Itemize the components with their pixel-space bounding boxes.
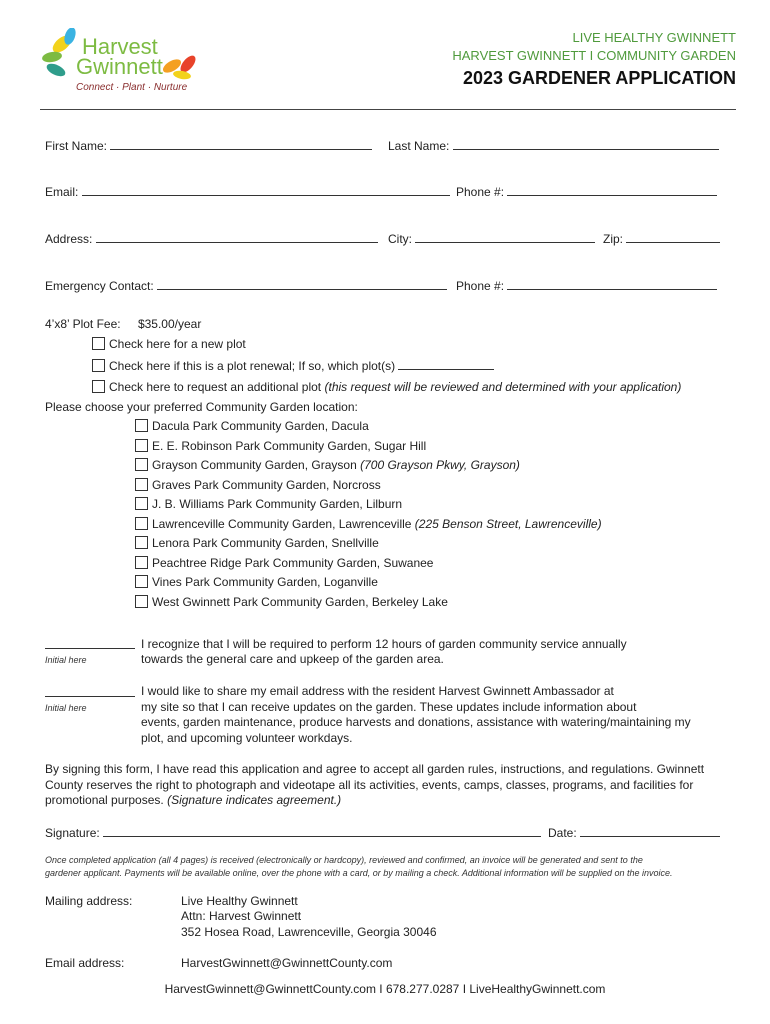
- garden-item[interactable]: [135, 595, 448, 609]
- page-title: 2023 GARDENER APPLICATION: [462, 68, 736, 88]
- emergency-phone-label: Phone #:: [456, 279, 505, 293]
- garden-note: (225 Benson Street, Lawrenceville): [414, 516, 602, 531]
- consent-line-3: [45, 793, 341, 807]
- agreement-1-line: towards the general care and upkeep of the garden area.: [141, 652, 444, 666]
- date-field[interactable]: [580, 824, 720, 837]
- emergency-phone-row: [456, 277, 717, 293]
- garden-label: Graves Park Community Garden, Norcross: [152, 477, 381, 492]
- plot-option-new[interactable]: [92, 337, 246, 351]
- zip-field[interactable]: [626, 230, 720, 243]
- mailing-label: Mailing address:: [45, 894, 133, 908]
- signature-field[interactable]: [103, 824, 541, 837]
- first-name-row: [45, 137, 372, 153]
- header-line1: LIVE HEALTHY GWINNETT: [572, 30, 736, 45]
- email-address-label: Email address:: [45, 956, 125, 970]
- consent-line: By signing this form, I have read this application and agree to accept all garden rules, instructions, and regulations. Gwinnett: [45, 762, 705, 776]
- phone-row: [456, 183, 717, 199]
- mailing-line: Attn: Harvest Gwinnett: [181, 909, 302, 923]
- consent-note: (Signature indicates agreement.): [167, 793, 342, 807]
- city-label: City:: [388, 232, 412, 246]
- garden-checkbox[interactable]: [135, 439, 148, 452]
- consent-line: promotional purposes.: [45, 793, 164, 807]
- garden-item[interactable]: [135, 439, 426, 453]
- additional-plot-checkbox[interactable]: [92, 380, 105, 393]
- last-name-label: Last Name:: [388, 139, 450, 153]
- garden-item[interactable]: [135, 419, 369, 433]
- garden-label: Lenora Park Community Garden, Snellville: [152, 536, 379, 550]
- initial-field[interactable]: [45, 684, 135, 697]
- header-divider: [40, 109, 736, 110]
- phone-field[interactable]: [507, 183, 717, 196]
- agreement-2-line: I would like to share my email address with the resident Harvest Gwinnett Ambassador at: [141, 684, 614, 698]
- initial-label: Initial here: [45, 655, 87, 665]
- date-label: Date:: [548, 826, 577, 840]
- garden-label: Grayson Community Garden, Grayson: [152, 458, 357, 472]
- emergency-row: [45, 277, 447, 293]
- address-row: [45, 230, 378, 246]
- agreement-2-line: my site so that I can receive updates on the garden. These updates include information about: [141, 700, 637, 714]
- date-row: [548, 824, 720, 840]
- garden-label: Dacula Park Community Garden, Dacula: [152, 419, 369, 433]
- mailing-line: 352 Hosea Road, Lawrenceville, Georgia 30046: [181, 925, 437, 939]
- header-line2: HARVEST GWINNETT I COMMUNITY GARDEN: [452, 48, 736, 63]
- garden-checkbox[interactable]: [135, 536, 148, 549]
- agreement-2-line: events, garden maintenance, produce harvests and donations, assistance with watering/maintaining my: [141, 715, 691, 729]
- garden-label: E. E. Robinson Park Community Garden, Sugar Hill: [152, 438, 427, 453]
- agreement-2-line: plot, and upcoming volunteer workdays.: [141, 731, 353, 745]
- plot-fee-label: 4’x8’ Plot Fee:: [45, 317, 121, 331]
- garden-checkbox[interactable]: [135, 478, 148, 491]
- new-plot-checkbox[interactable]: [92, 337, 105, 350]
- garden-label: J. B. Williams Park Community Garden, Lilburn: [152, 497, 403, 511]
- garden-checkbox[interactable]: [135, 575, 148, 588]
- plot-number-field[interactable]: [398, 357, 494, 370]
- zip-label: Zip:: [603, 232, 624, 246]
- last-name-field[interactable]: [453, 137, 719, 150]
- garden-prompt: Please choose your preferred Community Garden location:: [45, 400, 358, 414]
- signature-row: [45, 824, 541, 840]
- garden-note: (700 Grayson Pkwy, Grayson): [360, 458, 520, 472]
- email-field[interactable]: [82, 183, 450, 196]
- garden-checkbox[interactable]: [135, 458, 148, 471]
- consent-line: County reserves the right to photograph and videotape all its activities, events, camps, classes, programs, and facilities for: [45, 778, 694, 792]
- notice-line: gardener applicant. Payments will be available online, over the phone with a card, or by mailing a check. Additional information will be supplied on the invoice.: [45, 868, 673, 878]
- logo-line2: Gwinnett: [76, 54, 163, 79]
- garden-checkbox[interactable]: [135, 595, 148, 608]
- email-address-link[interactable]: HarvestGwinnett@GwinnettCounty.com: [181, 956, 393, 970]
- harvest-gwinnett-logo: [40, 28, 210, 100]
- garden-label: West Gwinnett Park Community Garden, Berkeley Lake: [152, 594, 448, 609]
- garden-item[interactable]: [135, 478, 381, 492]
- emergency-label: Emergency Contact:: [45, 279, 154, 293]
- renewal-checkbox[interactable]: [92, 359, 105, 372]
- mailing-line: Live Healthy Gwinnett: [181, 894, 298, 908]
- plot-option-label: Check here for a new plot: [109, 337, 246, 351]
- notice-line: Once completed application (all 4 pages) is received (electronically or hardcopy), reviewed and confirmed, an invoice will be generated and sent to the: [45, 855, 643, 865]
- first-name-field[interactable]: [110, 137, 372, 150]
- plot-fee-value: $35.00/year: [137, 317, 202, 331]
- city-field[interactable]: [415, 230, 595, 243]
- signature-label: Signature:: [45, 826, 100, 840]
- city-row: [388, 230, 595, 246]
- initial-label: Initial here: [45, 703, 87, 713]
- garden-label: Vines Park Community Garden, Loganville: [152, 575, 378, 589]
- footer-contact: HarvestGwinnett@GwinnettCounty.com I 678.277.0287 I LiveHealthyGwinnett.com: [164, 982, 606, 996]
- email-label: Email:: [45, 185, 79, 199]
- agreement-1-line: I recognize that I will be required to perform 12 hours of garden community service annually: [141, 637, 627, 651]
- first-name-label: First Name:: [45, 139, 108, 153]
- emergency-field[interactable]: [157, 277, 447, 290]
- address-field[interactable]: [96, 230, 378, 243]
- garden-item[interactable]: [135, 536, 379, 550]
- garden-checkbox[interactable]: [135, 556, 148, 569]
- garden-checkbox[interactable]: [135, 517, 148, 530]
- email-row: [45, 183, 450, 199]
- garden-item[interactable]: [135, 575, 378, 589]
- address-label: Address:: [45, 232, 93, 246]
- plot-fee-row: [45, 317, 201, 331]
- garden-item[interactable]: [135, 556, 433, 570]
- zip-row: [603, 230, 720, 246]
- emergency-phone-field[interactable]: [507, 277, 717, 290]
- plot-option-label: Check here if this is a plot renewal; If so, which plot(s): [109, 359, 396, 373]
- logo-tagline: Connect · Plant · Nurture: [76, 82, 188, 93]
- garden-checkbox[interactable]: [135, 497, 148, 510]
- plot-option-renewal[interactable]: [92, 357, 494, 373]
- garden-checkbox[interactable]: [135, 419, 148, 432]
- garden-item[interactable]: [135, 458, 520, 472]
- initial-field[interactable]: [45, 636, 135, 649]
- phone-label: Phone #:: [456, 185, 505, 199]
- plot-option-additional[interactable]: [92, 380, 681, 394]
- garden-label: Peachtree Ridge Park Community Garden, Suwanee: [152, 555, 434, 570]
- garden-item[interactable]: [135, 517, 602, 531]
- logo-line1: Harvest: [82, 34, 158, 59]
- plot-option-note: (this request will be reviewed and determined with your application): [324, 380, 682, 394]
- last-name-row: [388, 137, 719, 153]
- garden-item[interactable]: [135, 497, 402, 511]
- garden-label: Lawrenceville Community Garden, Lawrenceville: [152, 516, 412, 531]
- plot-option-label: Check here to request an additional plot: [109, 380, 322, 394]
